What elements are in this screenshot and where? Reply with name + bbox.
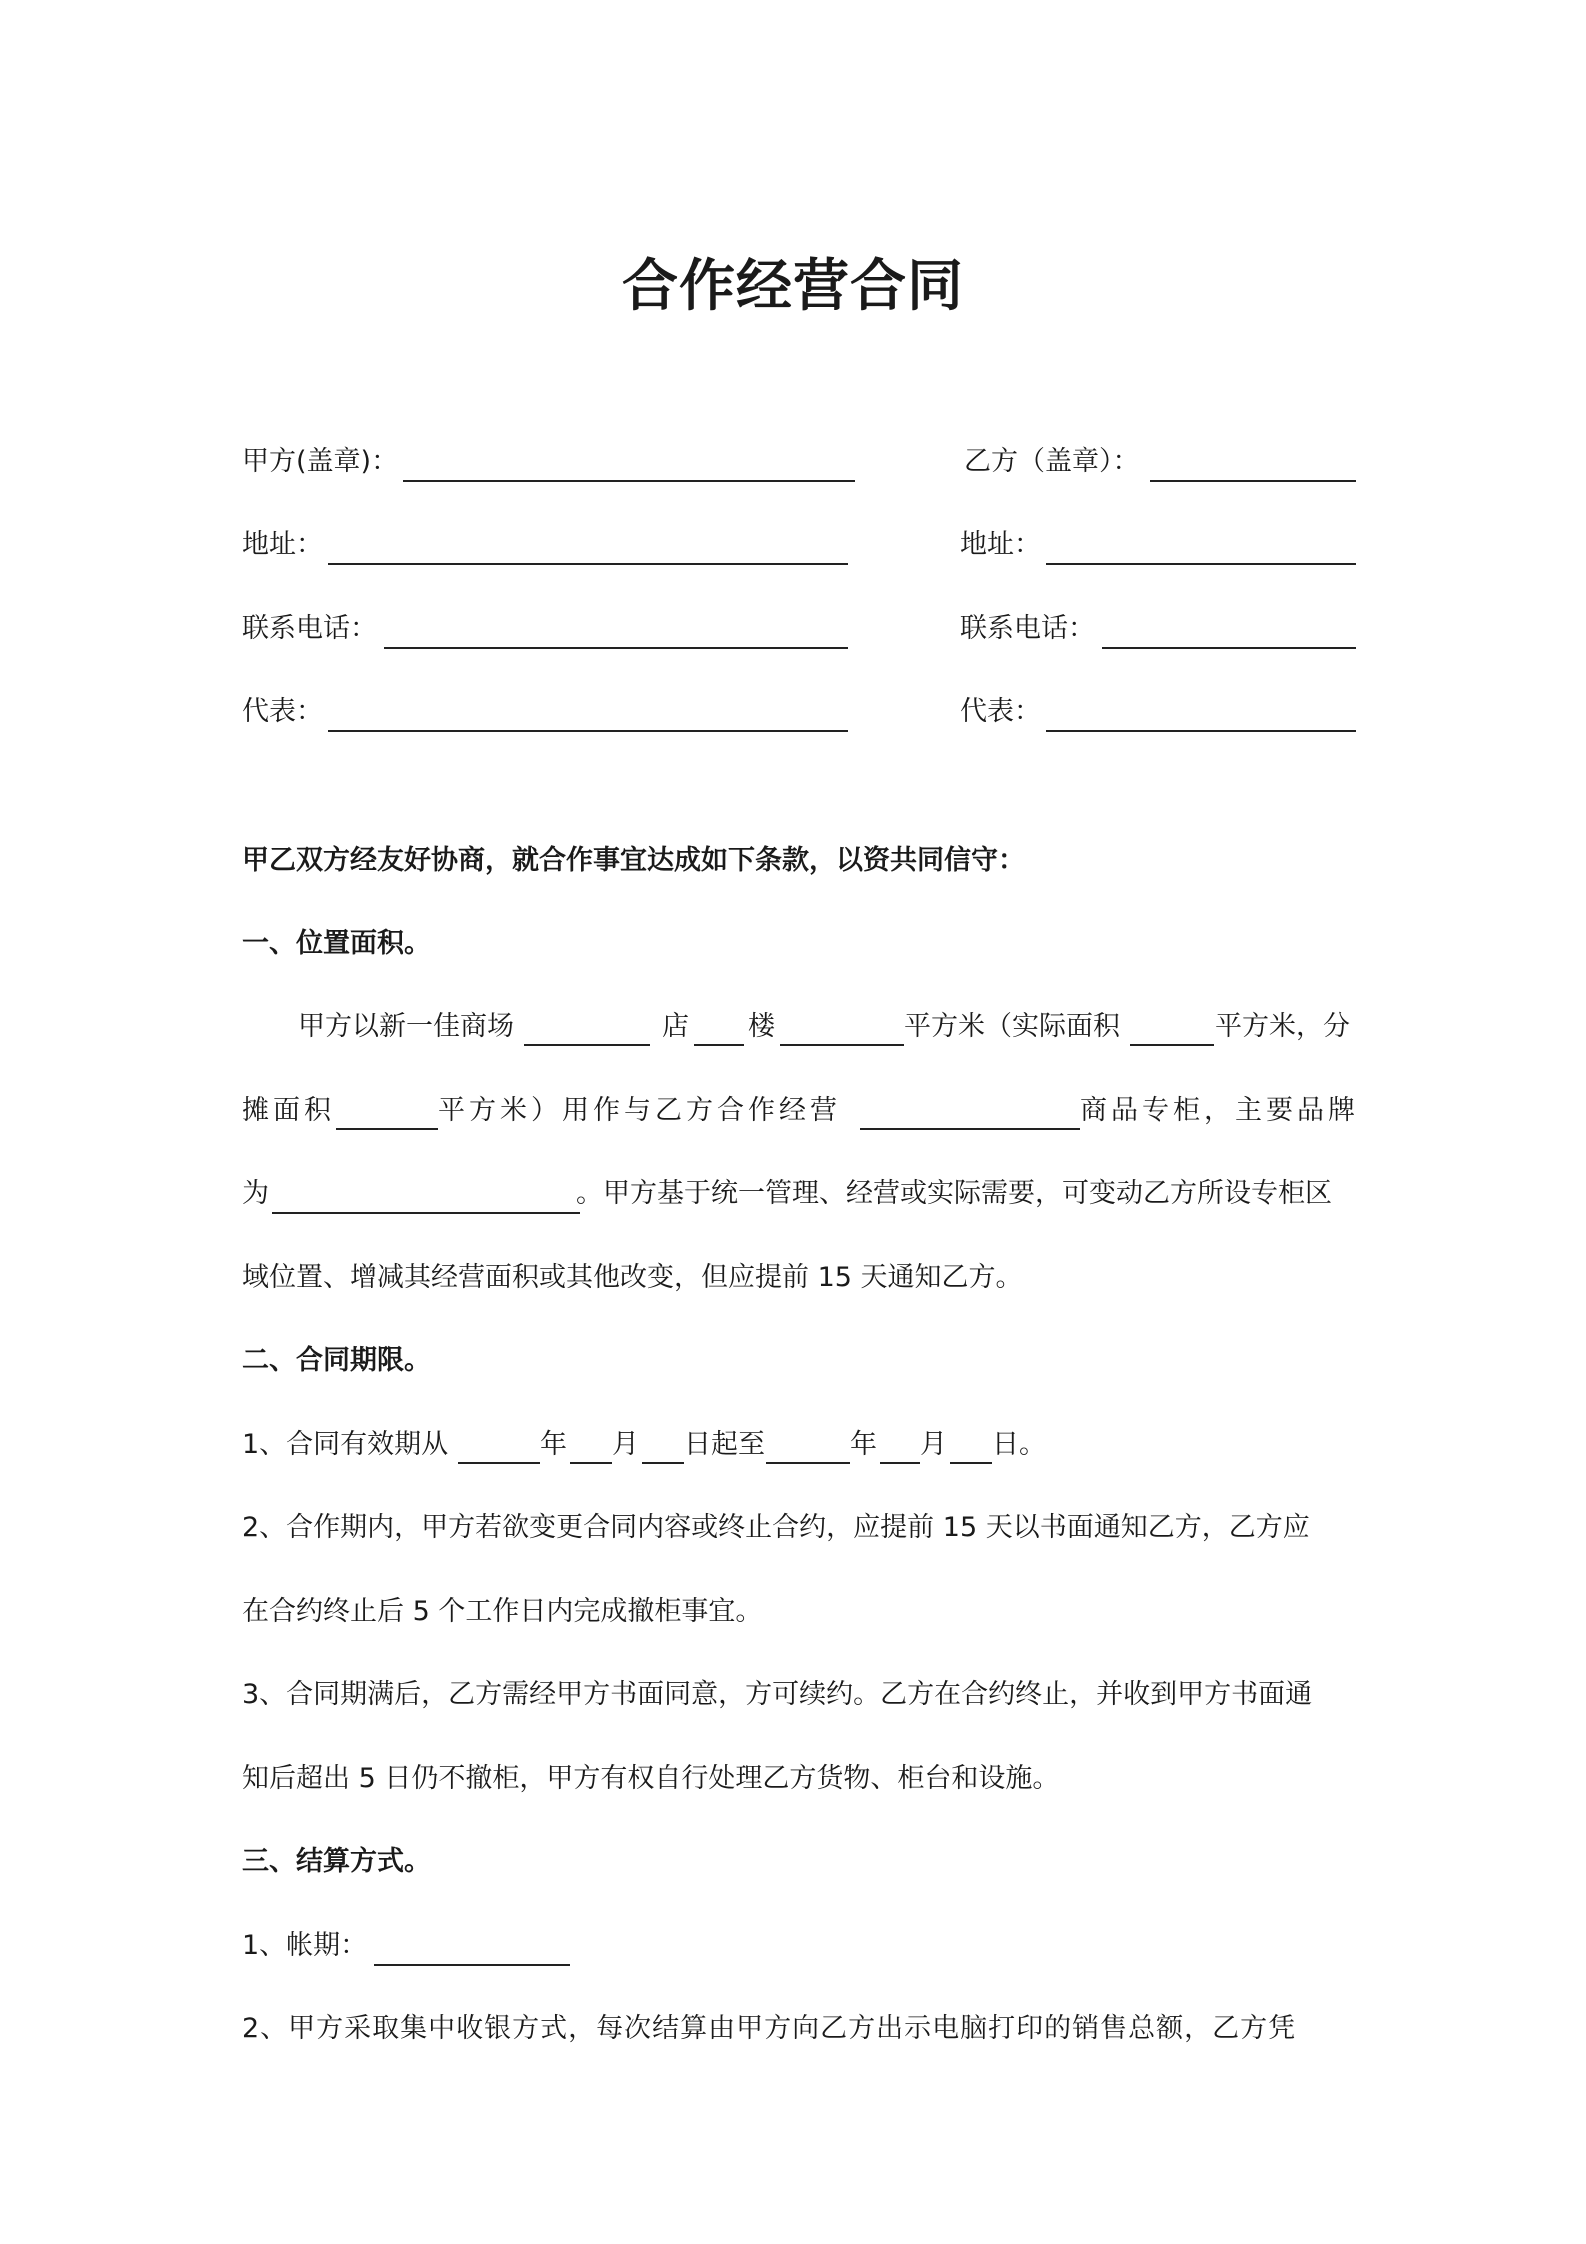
- s2-start-month-blank[interactable]: [570, 1462, 612, 1464]
- document-title: 合作经营合同: [622, 254, 964, 319]
- s3-item1: 1、帐期：: [242, 1930, 368, 1961]
- s1-line2-text-c: 商品专柜，主要品牌: [1080, 1095, 1359, 1126]
- section-2-heading: 二、合同期限。: [242, 1345, 431, 1376]
- s1-line1-text-c: 楼: [748, 1011, 775, 1042]
- party-b-phone-blank[interactable]: [1102, 647, 1356, 649]
- s1-floor-blank[interactable]: [694, 1044, 744, 1046]
- s2-item3-line1: 3、合同期满后，乙方需经甲方书面同意，方可续约。乙方在合约终止，并收到甲方书面通: [242, 1679, 1313, 1710]
- section-3-heading: 三、结算方式。: [242, 1846, 431, 1877]
- party-a-address-label: 地址：: [242, 529, 323, 560]
- s2-start-day-blank[interactable]: [642, 1462, 684, 1464]
- s1-store-blank[interactable]: [524, 1044, 650, 1046]
- party-b-address-label: 地址：: [960, 529, 1041, 560]
- s2-item2-line2: 在合约终止后 5 个工作日内完成撤柜事宜。: [242, 1596, 763, 1627]
- section-1-heading: 一、位置面积。: [242, 928, 431, 959]
- party-b-seal-label: 乙方（盖章）：: [964, 446, 1140, 477]
- s1-line3-text-b: 。甲方基于统一管理、经营或实际需要，可变动乙方所设专柜区: [576, 1178, 1332, 1209]
- s1-line1-text-a: 甲方以新一佳商场: [298, 1011, 514, 1042]
- s2-item1-text-a: 1、合同有效期从: [242, 1429, 449, 1460]
- s1-shared-area-blank[interactable]: [336, 1128, 438, 1130]
- s1-line1-text-b: 店: [662, 1011, 689, 1042]
- party-a-seal-blank[interactable]: [403, 480, 855, 482]
- s2-item1-day1: 日起至: [684, 1429, 765, 1460]
- party-a-phone-blank[interactable]: [384, 647, 848, 649]
- s1-goods-blank[interactable]: [860, 1128, 1080, 1130]
- s1-line3-text-a: 为: [242, 1178, 269, 1209]
- s1-line2-text-a: 摊面积: [242, 1095, 335, 1126]
- s2-item1-day2: 日。: [992, 1429, 1046, 1460]
- party-b-rep-label: 代表：: [960, 696, 1041, 727]
- s3-item2-line1: 2、甲方采取集中收银方式，每次结算由甲方向乙方出示电脑打印的销售总额，乙方凭: [242, 2013, 1297, 2044]
- party-b-address-blank[interactable]: [1046, 563, 1356, 565]
- s2-end-day-blank[interactable]: [950, 1462, 992, 1464]
- party-a-address-blank[interactable]: [328, 563, 848, 565]
- party-a-seal-label: 甲方(盖章)：: [242, 446, 399, 477]
- s2-item3-line2: 知后超出 5 日仍不撤柜，甲方有权自行处理乙方货物、柜台和设施。: [242, 1763, 1060, 1794]
- s2-start-year-blank[interactable]: [458, 1462, 540, 1464]
- s1-area-blank[interactable]: [780, 1044, 904, 1046]
- party-b-seal-blank[interactable]: [1150, 480, 1356, 482]
- party-b-rep-blank[interactable]: [1046, 730, 1356, 732]
- party-b-phone-label: 联系电话：: [960, 613, 1095, 644]
- s2-item1-year2: 年: [850, 1429, 877, 1460]
- s1-line1-text-e: 平方米，分: [1215, 1011, 1350, 1042]
- s3-period-blank[interactable]: [374, 1964, 570, 1966]
- s1-actual-area-blank[interactable]: [1130, 1044, 1214, 1046]
- s1-line1-text-d: 平方米（实际面积: [904, 1011, 1120, 1042]
- s2-item1-year1: 年: [540, 1429, 567, 1460]
- party-a-rep-label: 代表：: [242, 696, 323, 727]
- s2-end-month-blank[interactable]: [880, 1462, 920, 1464]
- s2-end-year-blank[interactable]: [766, 1462, 850, 1464]
- s2-item1-month1: 月: [612, 1429, 639, 1460]
- party-a-rep-blank[interactable]: [328, 730, 848, 732]
- s1-line4: 域位置、增减其经营面积或其他改变，但应提前 15 天通知乙方。: [242, 1262, 1023, 1293]
- preamble: 甲乙双方经友好协商，就合作事宜达成如下条款，以资共同信守：: [242, 845, 1025, 876]
- party-a-phone-label: 联系电话：: [242, 613, 377, 644]
- s2-item1-month2: 月: [920, 1429, 947, 1460]
- s1-line2-text-b: 平方米）用作与乙方合作经营: [438, 1095, 841, 1126]
- s1-brand-blank[interactable]: [272, 1212, 580, 1214]
- s2-item2-line1: 2、合作期内，甲方若欲变更合同内容或终止合约，应提前 15 天以书面通知乙方，乙方应: [242, 1512, 1310, 1543]
